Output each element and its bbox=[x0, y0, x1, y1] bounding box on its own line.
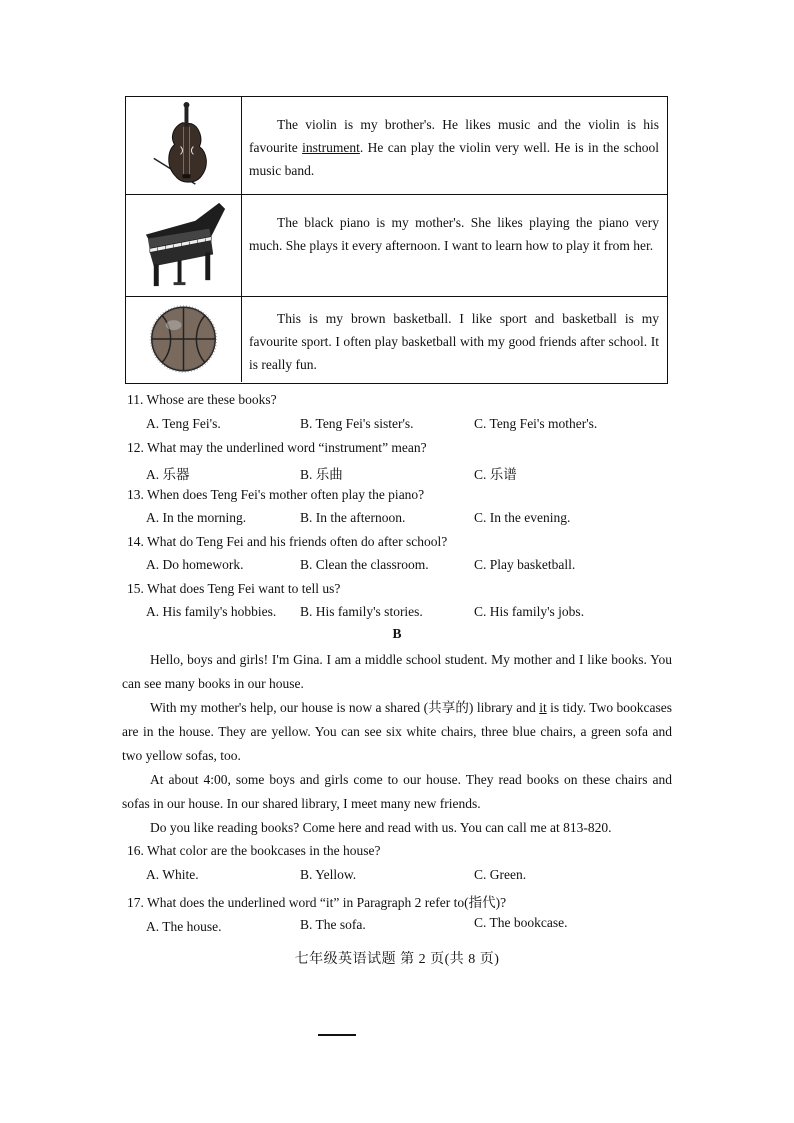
question-16-option-c: C. Green. bbox=[474, 867, 527, 882]
basketball-picture-cell bbox=[126, 297, 242, 382]
piano-image bbox=[126, 195, 241, 296]
passage-paragraph-4: Do you like reading books? Come here and read with us. You can call me at 813-820. bbox=[150, 820, 612, 835]
piano-picture-cell bbox=[126, 195, 242, 296]
violin-text: The violin is my brother's. He likes music and the violin is his favourite instrument. He can play the violin very well. He is in the school music band. bbox=[249, 117, 659, 178]
passage-paragraph-3: At about 4:00, some boys and girls come to our house. They read books on these chairs and sofas in our house. In our shared library, I meet many new friends. bbox=[122, 772, 672, 811]
violin-picture-cell bbox=[126, 97, 242, 194]
question-16-option-a: A. White. bbox=[146, 867, 199, 882]
basketball-image bbox=[126, 297, 241, 382]
question-12-option-b: B. 乐曲 bbox=[300, 467, 343, 482]
underlined-word-it: it bbox=[539, 700, 547, 715]
table-row-basketball bbox=[126, 297, 667, 382]
piano-text: The black piano is my mother's. She likes playing the piano very much. She plays it every afternoon. I want to learn how to play it from her. bbox=[249, 215, 659, 253]
question-11-option-a: A. Teng Fei's. bbox=[146, 416, 221, 431]
question-17-option-a: A. The house. bbox=[146, 919, 222, 934]
question-12-option-c: C. 乐谱 bbox=[474, 467, 517, 482]
passage-paragraph-1: Hello, boys and girls! I'm Gina. I am a middle school student. My mother and I like books. You can see many books in our house. bbox=[122, 652, 672, 691]
section-b-heading: B bbox=[392, 626, 402, 641]
question-15-option-b: B. His family's stories. bbox=[300, 604, 423, 619]
page-footer: 七年级英语试题 第 2 页(共 8 页) bbox=[294, 952, 500, 967]
reading-table bbox=[125, 96, 668, 384]
question-17-option-c: C. The bookcase. bbox=[474, 915, 568, 930]
question-13: 13. When does Teng Fei's mother often play the piano? bbox=[127, 487, 425, 502]
question-13-option-c: C. In the evening. bbox=[474, 510, 571, 525]
violin-image bbox=[126, 97, 241, 194]
question-13-option-a: A. In the morning. bbox=[146, 510, 247, 525]
question-17: 17. What does the underlined word “it” in Paragraph 2 refer to(指代)? bbox=[127, 895, 507, 910]
underlined-word-instrument: instrument bbox=[302, 140, 360, 155]
question-14-option-b: B. Clean the classroom. bbox=[300, 557, 429, 572]
question-14-option-c: C. Play basketball. bbox=[474, 557, 576, 572]
question-15: 15. What does Teng Fei want to tell us? bbox=[127, 581, 341, 596]
bottom-dash-mark bbox=[318, 1034, 356, 1036]
table-row-violin bbox=[126, 97, 667, 195]
question-14-option-a: A. Do homework. bbox=[146, 557, 244, 572]
question-11-option-b: B. Teng Fei's sister's. bbox=[300, 416, 414, 431]
question-11-option-c: C. Teng Fei's mother's. bbox=[474, 416, 598, 431]
question-12-option-a: A. 乐器 bbox=[146, 467, 190, 482]
question-16: 16. What color are the bookcases in the house? bbox=[127, 843, 381, 858]
question-15-option-c: C. His family's jobs. bbox=[474, 604, 585, 619]
question-17-option-b: B. The sofa. bbox=[300, 917, 366, 932]
question-11: 11. Whose are these books? bbox=[127, 392, 277, 407]
question-13-option-b: B. In the afternoon. bbox=[300, 510, 406, 525]
passage-paragraph-2: With my mother's help, our house is now a shared (共享的) library and it is tidy. Two bookcases are in the house. They are yellow. You can see six white chairs, three blue chairs, a green sofa and two yellow sofas, too. bbox=[122, 700, 673, 763]
table-row-piano bbox=[126, 195, 667, 297]
question-12: 12. What may the underlined word “instrument” mean? bbox=[127, 440, 427, 455]
question-16-option-b: B. Yellow. bbox=[300, 867, 357, 882]
question-14: 14. What do Teng Fei and his friends often do after school? bbox=[127, 534, 448, 549]
basketball-text: This is my brown basketball. I like sport and basketball is my favourite sport. I often play basketball with my good friends after school. It is really fun. bbox=[249, 311, 659, 372]
question-15-option-a: A. His family's hobbies. bbox=[146, 604, 277, 619]
